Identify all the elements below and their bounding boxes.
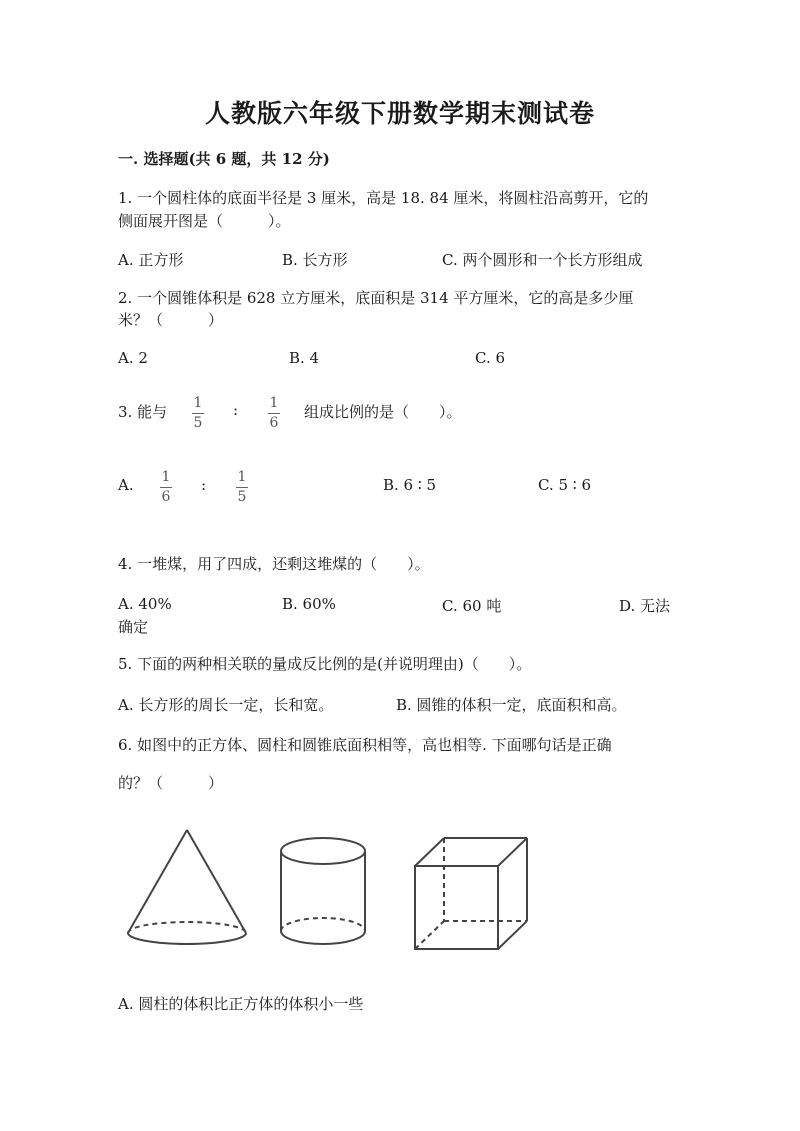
question-5: 5. 下面的两种相关联的量成反比例的是(并说明理由)（ ）。: [118, 655, 532, 673]
q5-option-a: A. 长方形的周长一定，长和宽。: [118, 696, 334, 714]
question-2-line-2: 米？（ ）: [118, 311, 224, 329]
q1-option-a: A. 正方形: [118, 251, 184, 269]
question-2-line-1: 2. 一个圆锥体积是 628 立方厘米，底面积是 314 平方厘米，它的高是多少厘: [118, 289, 634, 307]
fraction-denominator: 5: [193, 415, 203, 431]
fraction-numerator: 1: [161, 469, 171, 485]
q6-option-a: A. 圆柱的体积比正方体的体积小一些: [118, 995, 364, 1013]
page-title: 人教版六年级下册数学期末测试卷: [204, 99, 595, 128]
q4-option-a: A. 40%: [118, 595, 172, 613]
cone-figure: [128, 830, 246, 944]
question-6-line-1: 6. 如图中的正方体、圆柱和圆锥底面积相等，高也相等. 下面哪句话是正确: [118, 736, 612, 754]
question-4: 4. 一堆煤，用了四成，还剩这堆煤的（ ）。: [118, 555, 430, 573]
question-6-line-2: 的？（ ）: [118, 774, 224, 792]
fraction-denominator: 6: [269, 415, 279, 431]
cylinder-figure: [281, 838, 365, 944]
q2-option-b: B. 4: [289, 349, 320, 367]
q1-option-b: B. 长方形: [282, 251, 348, 269]
q3-option-a-colon: :: [201, 476, 207, 494]
question-1-line-1: 1. 一个圆柱体的底面半径是 3 厘米，高是 18. 84 厘米，将圆柱沿高剪开，它的: [118, 189, 649, 207]
q4-option-d-wrap: 确定: [118, 618, 149, 636]
q4-option-b: B. 60%: [282, 595, 336, 613]
fraction-denominator: 6: [161, 489, 171, 505]
section-heading: 一. 选择题(共 6 题，共 12 分): [118, 150, 330, 168]
q4-option-d: D. 无法: [619, 597, 671, 615]
q2-option-a: A. 2: [118, 349, 148, 367]
q3-option-c: C. 5 ∶ 6: [538, 476, 592, 494]
q1-option-c: C. 两个圆形和一个长方形组成: [442, 251, 643, 269]
fraction-denominator: 5: [237, 489, 247, 505]
q3-ratio-colon: :: [233, 401, 239, 419]
question-3-suffix: 组成比例的是（ ）。: [304, 403, 462, 421]
fraction-numerator: 1: [269, 395, 279, 411]
question-3-prefix: 3. 能与: [118, 403, 168, 421]
q3-option-a-label: A.: [118, 476, 134, 494]
q5-option-b: B. 圆锥的体积一定，底面积和高。: [396, 696, 627, 714]
q2-option-c: C. 6: [475, 349, 506, 367]
cube-figure: [415, 838, 527, 949]
fraction-numerator: 1: [237, 469, 247, 485]
q3-option-b: B. 6 ∶ 5: [383, 476, 437, 494]
fraction-numerator: 1: [193, 395, 203, 411]
question-1-line-2: 侧面展开图是（ ）。: [118, 212, 291, 230]
q4-option-c: C. 60 吨: [442, 597, 502, 615]
